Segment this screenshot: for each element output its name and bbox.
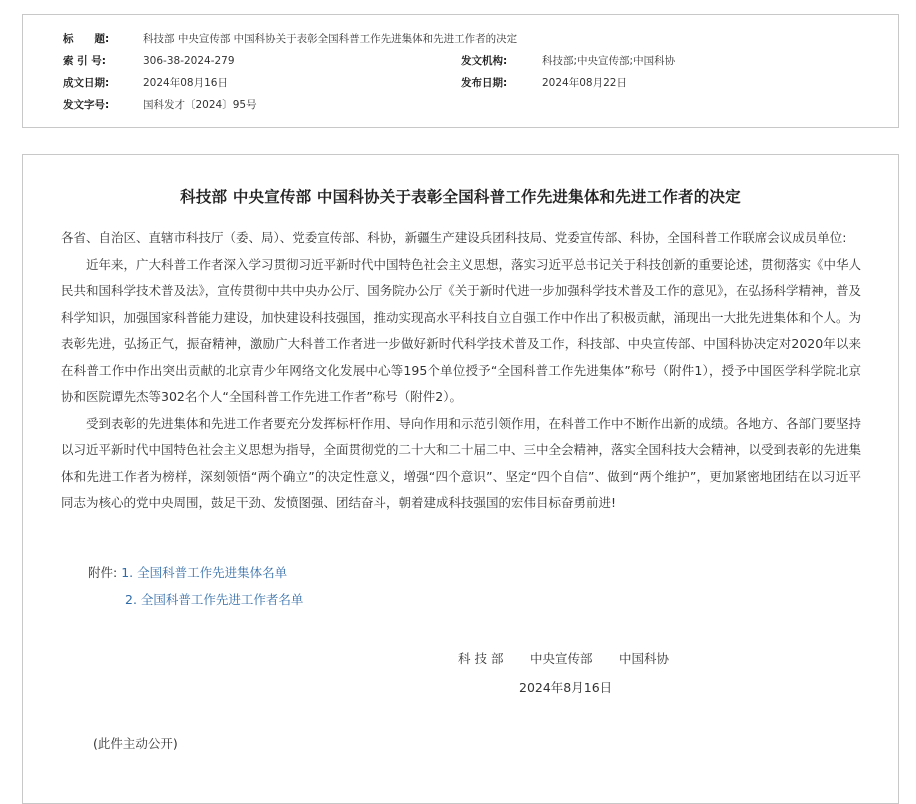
meta-written-value: 2024年08月16日 bbox=[143, 77, 228, 89]
meta-issuer-value: 科技部;中央宣传部;中国科协 bbox=[542, 55, 676, 67]
meta-row-index bbox=[63, 51, 878, 71]
meta-row-title bbox=[63, 29, 878, 49]
attachments-label: 附件: bbox=[88, 565, 118, 580]
meta-title-value: 科技部 中央宣传部 中国科协关于表彰全国科普工作先进集体和先进工作者的决定 bbox=[143, 33, 518, 45]
meta-docno-value: 国科发才〔2024〕95号 bbox=[143, 99, 257, 111]
signer-most: 科 技 部 bbox=[458, 651, 504, 666]
meta-row-docno bbox=[63, 95, 878, 115]
document-title: 科技部 中央宣传部 中国科协关于表彰全国科普工作先进集体和先进工作者的决定 bbox=[180, 188, 741, 206]
document-panel bbox=[22, 154, 899, 804]
publicity-note: (此件主动公开) bbox=[93, 736, 178, 751]
meta-index-label: 索 引 号: bbox=[63, 55, 107, 67]
meta-title-label: 标 题: bbox=[63, 33, 110, 45]
meta-published-label: 发布日期: bbox=[461, 77, 508, 89]
signer-cast: 中国科协 bbox=[619, 651, 670, 666]
paragraph-2: 受到表彰的先进集体和先进工作者要充分发挥标杆作用、导向作用和示范引领作用，在科普工作中不断作出新的成绩。各地方、各部门要坚持以习近平新时代中国特色社会主义思想为指导，全面贯彻党的二十大和二十届二中、三中全会精神，落实全国科技大会精神，以受到表彰的先进集体和先进工作者为榜样，深刻领悟“两个确立”的决定性意义，增强“四个意识”、坚定“四个自信”、做到“两个维护”，更加紧密地团结在以习近平同志为核心的党中央周围，鼓足干劲、发愤图强、团结奋斗，朝着建成科技强国的宏伟目标奋勇前进! bbox=[61, 415, 862, 510]
attachment-row-2 bbox=[125, 587, 303, 614]
meta-published-value: 2024年08月22日 bbox=[542, 77, 627, 89]
salutation: 各省、自治区、直辖市科技厅（委、局）、党委宣传部、科协，新疆生产建设兵团科技局、党委宣传部、科协，全国科普工作联席会议成员单位: bbox=[61, 230, 847, 245]
attachment-link-2[interactable]: 2. 全国科普工作先进工作者名单 bbox=[125, 592, 304, 607]
metadata-panel bbox=[22, 14, 899, 128]
meta-written-label: 成文日期: bbox=[63, 77, 110, 89]
meta-docno-label: 发文字号: bbox=[63, 99, 110, 111]
meta-row-dates bbox=[63, 73, 878, 93]
paragraph-1: 近年来，广大科普工作者深入学习贯彻习近平新时代中国特色社会主义思想，落实习近平总书记关于科技创新的重要论述，贯彻落实《中华人民共和国科学技术普及法》，宣传贯彻中共中央办公厅、国务院办公厅《关于新时代进一步加强科学技术普及工作的意见》，在弘扬科学精神，普及科学知识，加强国家科普能力建设，加快建设科技强国，推动实现高水平科技自立自强工作中作出了积极贡献，涌现出一大批先进集体和个人。为表彰先进，弘扬正气，振奋精神，激励广大科普工作者进一步做好新时代科学技术普及工作，科技部、中央宣传部、中国科协决定对2020年以来在科普工作中作出突出贡献的北京青少年网络文化发展中心等195个单位授予“全国科普工作先进集体”称号（附件1），授予中国医学科学院北京协和医院谭先杰等302名个人“全国科普工作先进工作者”称号（附件2）。 bbox=[61, 256, 862, 404]
signing-date: 2024年8月16日 bbox=[519, 680, 613, 695]
signer-publicity-dept: 中央宣传部 bbox=[530, 651, 593, 666]
document-body bbox=[61, 225, 861, 517]
meta-index-value: 306-38-2024-279 bbox=[143, 55, 235, 67]
attachment-row-1 bbox=[88, 560, 287, 587]
meta-issuer-label: 发文机构: bbox=[461, 55, 508, 67]
attachment-link-1[interactable]: 1. 全国科普工作先进集体名单 bbox=[121, 565, 288, 580]
